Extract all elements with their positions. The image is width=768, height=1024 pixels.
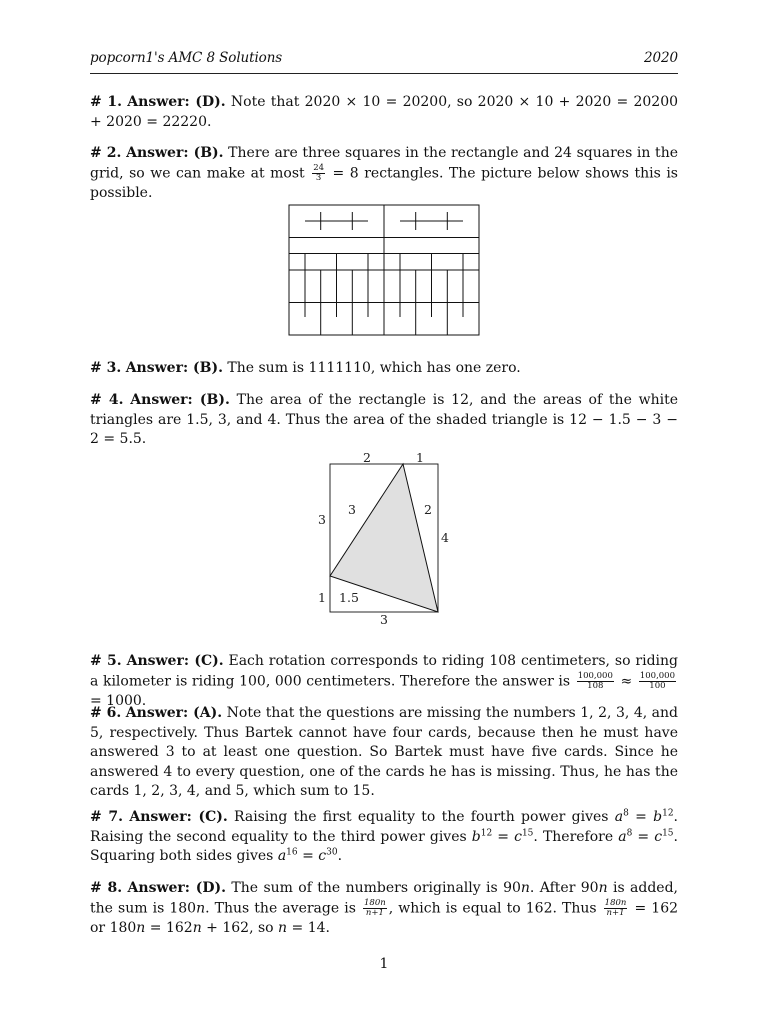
solution-1 [90,93,678,132]
problem-number: # 3. [90,360,122,376]
problem-number: # 6. [90,705,122,721]
label-region-upper-right: 2 [424,502,432,517]
solution-2 [90,144,678,203]
problem-number: # 1. [90,94,123,110]
answer-label: Answer: (D). [127,94,226,110]
running-header [90,50,678,70]
solution-text: Note that the questions are missing the numbers 1, 2, 3, 4, and 5, respectively. Thus Bartek cannot have four cards, because then he must have answered 3 to at least one question. So Bartek must have five cards. Since he answered 4 to every question, one of the cards he has is missing. Thus, he has the cards 1, 2, 3, 4, and 5, which sum to 15. [90,705,678,799]
problem-number: # 5. [90,653,122,669]
header-title: popcorn1's AMC 8 Solutions [90,50,283,66]
shaded-triangle-figure [310,446,460,628]
answer-label: Answer: (B). [125,360,223,376]
answer-label: Answer: (D). [127,880,227,896]
solution-text: The area of the rectangle is 12, and the areas of the white triangles are 1.5, 3, and 4. Thus the area of the shaded triangle is 12 − 1.5 − 3 − 2 = 5.5. [90,392,678,447]
solution-text: = 8 rectangles. The picture below shows this is possible. [90,165,678,201]
label-top-left: 2 [363,450,371,465]
problem-number: # 2. [90,145,122,161]
solution-8: # 8. Answer: (D). The sum of the numbers originally is 90n. After 90n is added, the sum is 180n. Thus the average is $\frac{180n}{n+1}$ , which is equal to 162. Thus $\frac{180n}{n+1}$ = 162 or 180n = 162n + 162, so n = 14. [90,880,679,936]
solution-6 [90,704,678,802]
rectangle-tiling-figure [288,204,481,337]
solution-3 [90,359,678,379]
fraction: $\frac{180n}{n+1}$ [604,897,627,918]
solution-5: # 5. Answer: (C). Each rotation corresponds to riding 108 centimeters, so riding a kilometer is riding 100, 000 centimeters. Therefore the answer is $\frac{100,000}{108}$ ≈ $\frac{100,000}{100}$ = 1000. [90,653,678,709]
problem-number: # 8. [90,880,123,896]
solution-4 [90,391,678,450]
label-right: 4 [441,530,449,545]
solution-7: # 7. Answer: (C). Raising the first equality to the fourth power gives $a^8 = b^{12}$. Raising the second equality to the third power gives $b^{12} = c^{15}$. Therefore $a^8 = c^{15}$. Squaring both sides gives $a^{16} = c^{30}$. [90,808,678,864]
label-region-lower-left: 1.5 [339,590,359,605]
label-top-right: 1 [416,450,424,465]
header-year: 2020 [644,50,678,66]
answer-label: Answer: (C). [126,653,224,669]
solution-text: The sum is 1111110, which has one zero. [222,360,521,376]
fraction: $\frac{100,000}{108}$ [577,670,613,691]
solution-text: Note that 2020 × 10 = 20200, so 2020 × 10 + 2020 = 20200 + 2020 = 22220. [90,94,679,130]
solution-text: There are three squares in the rectangle and 24 squares in the grid, so we can make at most [90,145,678,181]
fraction: $\frac{180n}{n+1}$ [364,897,386,918]
problem-number: # 4. [90,392,124,408]
problem-number: # 7. [90,809,124,825]
fraction: $\frac{24}{3}$ [313,162,325,183]
solution-text: Each rotation corresponds to riding 108 centimeters, so riding a kilometer is riding 100, 000 centimeters. Therefore the answer is [90,653,678,689]
answer-label: Answer: (A). [125,705,223,721]
header-rule [90,73,678,74]
answer-label: Answer: (B). [126,145,224,161]
answer-label: Answer: (B). [130,392,230,408]
label-bottom-left: 1 [318,590,326,605]
label-region-upper-left: 3 [348,502,356,517]
page-number: 1 [379,956,389,972]
label-bottom: 3 [380,612,388,627]
label-left: 3 [318,512,326,527]
solution-text: = 1000. [90,692,147,709]
fraction: $\frac{100,000}{100}$ [639,670,675,691]
answer-label: Answer: (C). [129,809,228,825]
